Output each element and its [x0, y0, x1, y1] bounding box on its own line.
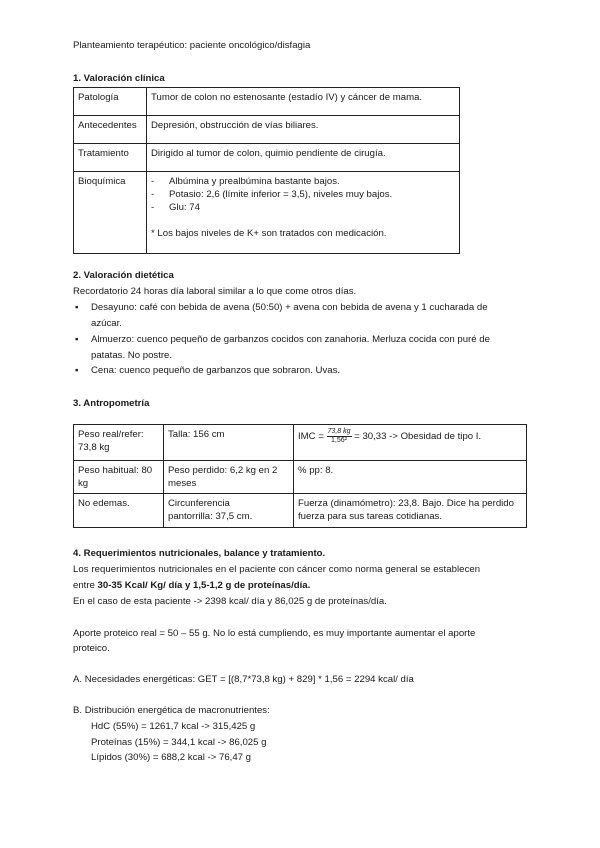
- dash-icon: -: [151, 202, 155, 213]
- row-label: Bioquímica: [74, 172, 147, 254]
- diet-item-breakfast: Desayuno: café con bebida de avena (50:50) + avena con bebida de avena y 1 cucharada de: [91, 302, 488, 313]
- req-para-line-1: Los requerimientos nutricionales en el paciente con cáncer como norma general se establecen: [73, 564, 481, 575]
- biochem-item: Albúmina y prealbúmina bastante bajos.: [169, 176, 340, 187]
- imc-result: = 30,33 -> Obesidad de tipo I.: [354, 431, 482, 443]
- row-label: Tratamiento: [74, 144, 147, 172]
- weight-lost-label: Peso perdido: 6,2 kg en 2: [168, 465, 278, 476]
- imc-prefix: IMC =: [298, 431, 324, 443]
- imc-fraction: [327, 428, 352, 445]
- strength-line-2: fuerza para sus tareas cotidianas.: [298, 511, 442, 522]
- strength-line-1: Fuerza (dinamómetro): 23,8. Bajo. Dice ha perdido: [298, 498, 514, 509]
- section-4-heading: 4. Requerimientos nutricionales, balance y tratamiento.: [73, 548, 326, 559]
- calf-cell: [164, 494, 294, 528]
- section-2-heading: 2. Valoración dietética: [73, 270, 174, 281]
- calf-label: Circunferencia: [168, 498, 230, 509]
- calf-value: pantorrilla: 37,5 cm.: [168, 511, 253, 522]
- imc-numerator: 73,8 kg: [327, 428, 351, 435]
- macro-heading: B. Distribución energética de macronutrientes:: [73, 705, 270, 716]
- biochem-item: Glu: 74: [169, 202, 200, 213]
- imc-cell: [294, 425, 527, 461]
- biochem-item: Potasio: 2,6 (límite inferior = 3,5), niveles muy bajos.: [169, 189, 393, 200]
- section-1-heading: 1. Valoración clínica: [73, 73, 165, 84]
- weight-habitual-unit: kg: [78, 478, 89, 489]
- row-value: Depresión, obstrucción de vías biliares.: [147, 116, 460, 144]
- diet-item-lunch-cont: patatas. No postre.: [91, 350, 173, 361]
- row-value: Tumor de colon no estenosante (estadío IV) y cáncer de mama.: [147, 88, 460, 116]
- req-para-prefix: entre: [73, 580, 98, 591]
- document-title: Planteamiento terapéutico: paciente oncológico/disfagia: [73, 40, 311, 51]
- weight-habitual-cell: [74, 461, 164, 494]
- macro-protein: Proteínas (15%) = 344,1 kcal -> 86,025 g: [91, 737, 267, 748]
- weight-habitual-label: Peso habitual: 80: [78, 465, 153, 476]
- bullet-icon: ▪: [75, 334, 79, 345]
- weight-lost-cell: [164, 461, 294, 494]
- weight-real-label: Peso real/refer:: [78, 429, 144, 440]
- req-para-line-2: [73, 580, 310, 591]
- anthropometry-table: [73, 424, 527, 528]
- pp-cell: % pp: 8.: [294, 461, 527, 494]
- biochem-note: * Los bajos niveles de K+ son tratados con medicación.: [151, 228, 387, 239]
- protein-para-line-1: Aporte proteico real = 50 – 55 g. No lo está cumpliendo, es muy importante aumentar el aporte: [73, 628, 476, 639]
- diet-item-dinner: Cena: cuenco pequeño de garbanzos que sobraron. Uvas.: [91, 365, 341, 376]
- dash-icon: -: [151, 189, 155, 200]
- bullet-icon: ▪: [75, 365, 79, 376]
- macro-carbs: HdC (55%) = 1261,7 kcal -> 315,425 g: [91, 721, 256, 732]
- edemas-cell: No edemas.: [74, 494, 164, 528]
- req-para-line-3: En el caso de esta paciente -> 2398 kcal/ día y 86,025 g de proteínas/día.: [73, 596, 387, 607]
- weight-real-value: 73,8 kg: [78, 442, 110, 453]
- section-3-heading: 3. Antropometría: [73, 398, 150, 409]
- diet-item-breakfast-cont: azúcar.: [91, 318, 122, 329]
- biochem-cell: [147, 172, 460, 254]
- weight-real-cell: [74, 425, 164, 461]
- row-label: Patología: [74, 88, 147, 116]
- bullet-icon: ▪: [75, 302, 79, 313]
- height-cell: Talla: 156 cm: [164, 425, 294, 461]
- req-para-bold: 30-35 Kcal/ Kg/ día y 1,5-1,2 g de proteínas/día.: [97, 580, 311, 591]
- macro-lipids: Lípidos (30%) = 688,2 kcal -> 76,47 g: [91, 752, 251, 763]
- diet-intro: Recordatorio 24 horas día laboral similar a lo que come otros días.: [73, 286, 357, 297]
- imc-denominator: 1,56²: [331, 437, 347, 444]
- row-label: Antecedentes: [74, 116, 147, 144]
- diet-item-lunch: Almuerzo: cuenco pequeño de garbanzos cocidos con zanahoria. Merluza cocida con puré de: [91, 334, 490, 345]
- dash-icon: -: [151, 176, 155, 187]
- clinical-table: [73, 87, 460, 254]
- energy-needs: A. Necesidades energéticas: GET = [(8,7*73,8 kg) + 829] * 1,56 = 2294 kcal/ día: [73, 674, 414, 685]
- strength-cell: [294, 494, 527, 528]
- protein-para-line-2: proteico.: [73, 643, 110, 654]
- weight-lost-period: meses: [168, 478, 197, 489]
- row-value: Dirigido al tumor de colon, quimio pendiente de cirugía.: [147, 144, 460, 172]
